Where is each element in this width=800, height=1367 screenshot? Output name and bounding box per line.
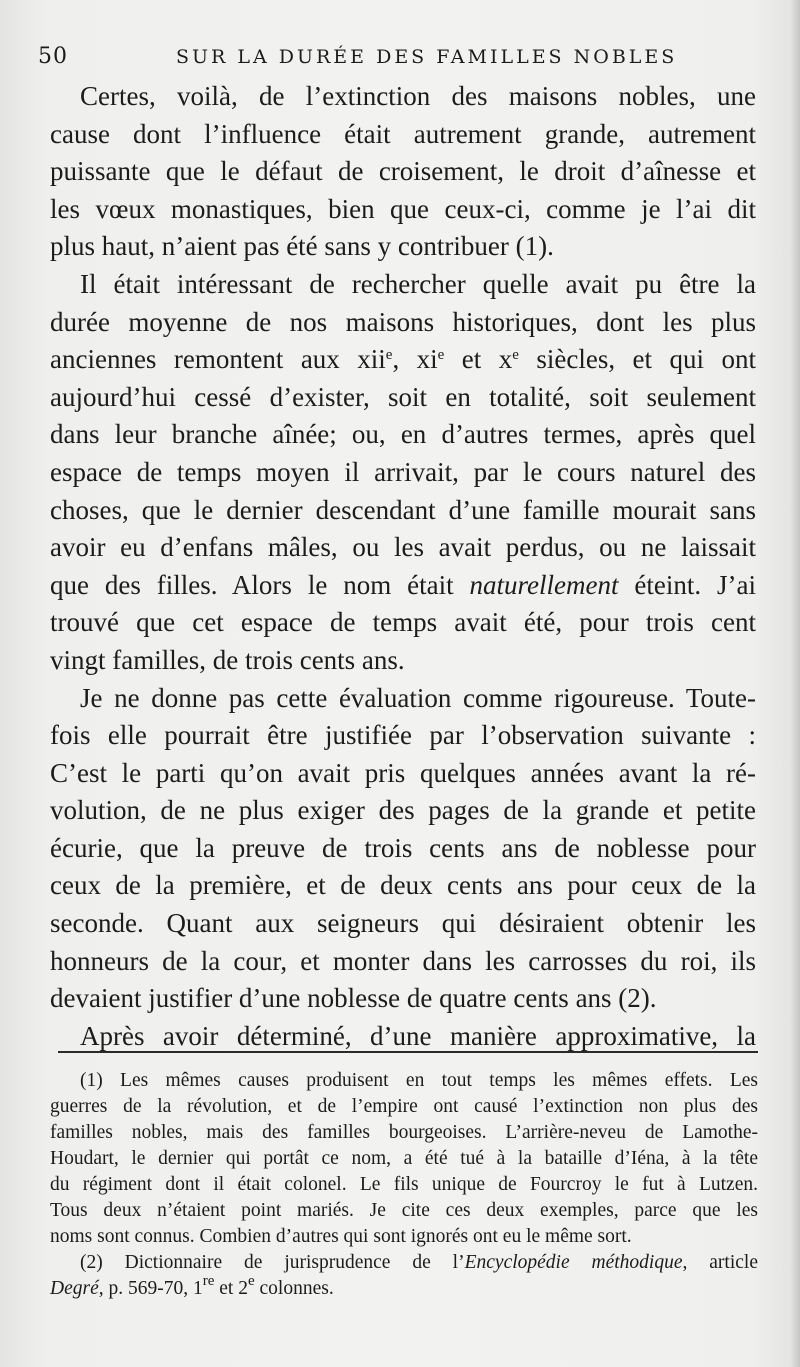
text-line: honneurs de la cour, et monter dans les carrosses du roi, ils — [50, 945, 756, 976]
text-line: vingt familles, de trois cents ans. — [50, 644, 405, 675]
century-numeral: , xi — [392, 344, 438, 375]
footnote-line: Tous deux n’étaient point mariés. Je cite ces deux exemples, parce que les — [50, 1200, 758, 1221]
text-line: les vœux monastiques, bien que ceux-ci, comme je l’ai dit — [50, 193, 756, 224]
text-fragment: , article — [682, 1252, 758, 1273]
text-line: durée moyenne de nos maisons historiques, dont les plus — [50, 306, 756, 337]
text-fragment: , p. 569-70, 1 — [98, 1278, 203, 1299]
footnote-rule — [58, 1051, 758, 1053]
text-line: écurie, que la preuve de trois cents ans de noblesse pour — [50, 832, 756, 863]
italic-word: Degré — [50, 1278, 99, 1299]
footnote-line: du régiment dont il était colonel. Le fils unique de Fourcroy le fut à Lutzen. — [50, 1174, 758, 1195]
superscript: e — [437, 347, 445, 364]
footnote-line: guerres de la révolution, et de l’empire ont causé l’extinction non plus des — [50, 1096, 758, 1117]
footnote-line: familles nobles, mais des familles bourgeoises. L’arrière-neveu de Lamothe- — [50, 1122, 758, 1143]
text-line: ceux de la première, et de deux cents ans pour ceux de la — [50, 870, 756, 901]
text-line: dans leur branche aînée; ou, en d’autres termes, après quel — [50, 419, 756, 450]
century-numeral: xii — [357, 344, 386, 375]
text-fragment: siècles, et qui ont — [518, 344, 756, 375]
text-line-centuries — [50, 341, 756, 379]
page-number: 50 — [38, 44, 68, 69]
footnote-line: Houdart, le dernier qui portât ce nom, a été tué à la bataille d’Iéna, à la tête — [50, 1148, 758, 1169]
text-line: volution, de ne plus exiger des pages de la grande et petite — [50, 795, 756, 826]
page-header — [36, 44, 776, 74]
italic-word: naturellement — [469, 569, 619, 600]
text-line: espace de temps moyen il arrivait, par le cours naturel des — [50, 456, 756, 487]
text-line: puissante que le défaut de croisement, le droit d’aînesse et — [50, 156, 756, 187]
superscript: e — [512, 347, 519, 364]
text-line: fois elle pourrait être justifiée par l’observation suivante : — [50, 720, 756, 751]
text-line: Certes, voilà, de l’extinction des maisons nobles, une — [80, 81, 756, 111]
text-line: devaient justifier d’une noblesse de quatre cents ans (2). — [50, 983, 657, 1014]
footnote-line — [50, 1273, 758, 1302]
text-line: choses, que le dernier descendant d’une famille mourait sans — [50, 494, 756, 525]
superscript: e — [385, 347, 393, 364]
century-numeral: et x — [444, 344, 513, 375]
superscript: re — [202, 1273, 215, 1289]
text-line: seconde. Quant aux seigneurs qui désiraient obtenir les — [50, 908, 756, 939]
footnote-line — [50, 1250, 758, 1276]
text-line-italic — [50, 567, 756, 605]
text-line: trouvé que cet espace de temps avait été, pour trois cent — [50, 607, 756, 638]
footnote-line: (1) Les mêmes causes produisent en tout temps les mêmes effets. Les — [80, 1070, 758, 1091]
footnotes — [50, 1068, 758, 1302]
superscript: e — [247, 1273, 255, 1289]
text-line: C’est le parti qu’on avait pris quelques années avant la ré- — [50, 757, 756, 788]
text-line: Après avoir déterminé, d’une manière approximative, la — [80, 1020, 756, 1051]
text-line: aujourd’hui cessé d’exister, soit en totalité, soit seulement — [50, 381, 756, 412]
text-line: Je ne donne pas cette évaluation comme rigoureuse. Toute- — [80, 682, 756, 713]
text-line: Il était intéressant de rechercher quelle avait pu être la — [80, 268, 756, 299]
text-fragment: éteint. J’ai — [618, 569, 756, 600]
text-fragment: anciennes remontent aux — [50, 344, 358, 375]
running-title: SUR LA DURÉE DES FAMILLES NOBLES — [176, 46, 678, 68]
page-edge-shadow — [790, 0, 800, 1367]
text-line: plus haut, n’aient pas été sans y contribuer (1). — [50, 231, 554, 262]
text-fragment: colonnes. — [254, 1278, 334, 1299]
text-fragment: (2) Dictionnaire de jurisprudence de l’ — [80, 1252, 465, 1273]
text-fragment: et 2 — [214, 1278, 248, 1299]
text-fragment: que des filles. Alors le nom était — [50, 569, 470, 600]
italic-title: Encyclopédie méthodique — [464, 1252, 683, 1273]
text-line: cause dont l’influence était autrement grande, autrement — [50, 118, 756, 149]
text-line: avoir eu d’enfans mâles, ou les avait perdus, ou ne laissait — [50, 532, 756, 563]
footnote-line: noms sont connus. Combien d’autres qui sont ignorés ont eu le même sort. — [50, 1226, 632, 1247]
body-text — [50, 78, 756, 1055]
